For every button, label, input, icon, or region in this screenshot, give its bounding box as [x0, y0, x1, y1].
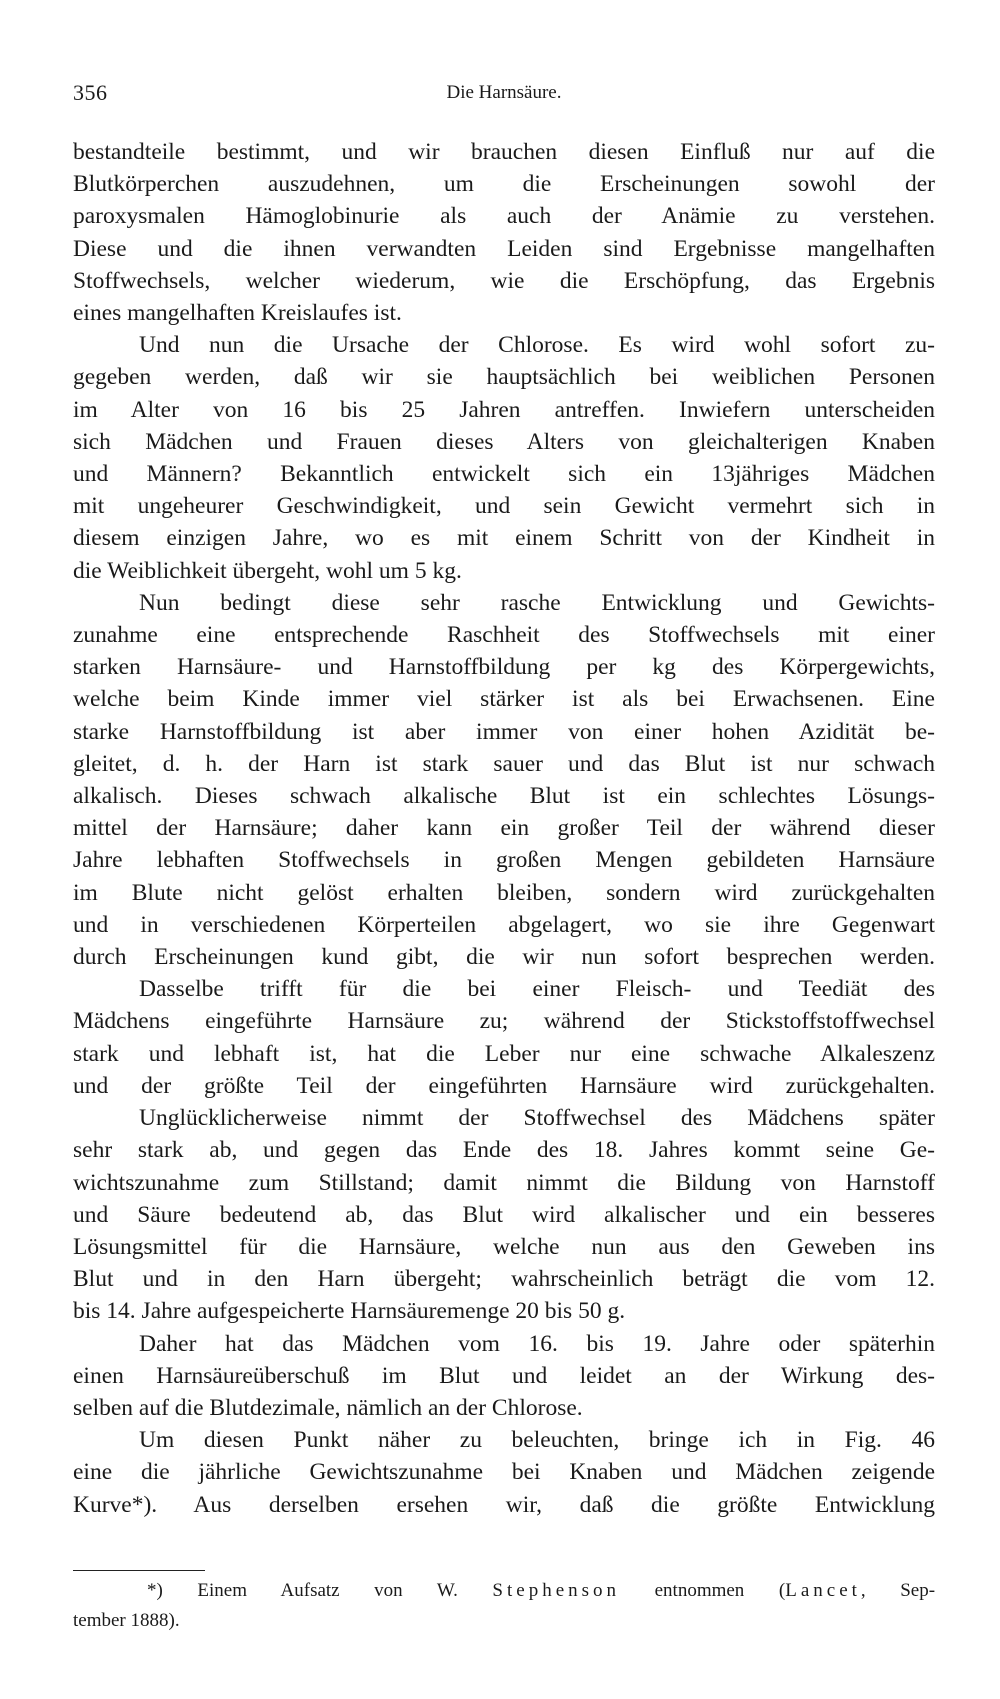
footnote-line [73, 1576, 935, 1606]
text-line: welche beim Kinde immer viel stärker ist als bei Erwachsenen. Eine [73, 686, 935, 713]
text-line: selben auf die Blutdezimale, nämlich an der Chlorose. [73, 1394, 583, 1421]
paragraph [73, 1328, 935, 1425]
text-line: starken Harnsäure- und Harnstoffbildung per kg des Körpergewichts, [73, 654, 935, 681]
text-line: mittel der Harnsäure; daher kann ein großer Teil der während dieser [73, 815, 935, 842]
text-line: die Weiblichkeit übergeht, wohl um 5 kg. [73, 557, 462, 584]
body-text [73, 136, 935, 1521]
text-line: Unglücklicherweise nimmt der Stoffwechsel des Mädchens später [139, 1105, 935, 1132]
paragraph [73, 329, 935, 587]
page-header [73, 80, 935, 110]
text-line: Nun bedingt diese sehr rasche Entwicklung und Gewichts- [139, 589, 935, 616]
footnote-prefix: Einem Aufsatz von W. [197, 1580, 458, 1601]
text-line: Dasselbe trifft für die bei einer Fleisch- und Teediät des [139, 976, 935, 1003]
text-line: und der größte Teil der eingeführten Harnsäure wird zurückgehalten. [73, 1072, 935, 1099]
text-line: Blutkörperchen auszudehnen, um die Erscheinungen sowohl der [73, 171, 935, 198]
text-line: wichtszunahme zum Stillstand; damit nimmt die Bildung von Harnstoff [73, 1169, 935, 1196]
text-line: stark und lebhaft ist, hat die Leber nur eine schwache Alkaleszenz [73, 1040, 935, 1067]
text-line: diesem einzigen Jahre, wo es mit einem Schritt von der Kindheit in [73, 525, 935, 552]
text-line: und Männern? Bekanntlich entwickelt sich ein 13jähriges Mädchen [73, 461, 935, 488]
text-line: bis 14. Jahre aufgespeicherte Harnsäuremenge 20 bis 50 g. [73, 1298, 626, 1325]
text-line: und Säure bedeutend ab, das Blut wird alkalischer und ein besseres [73, 1201, 935, 1228]
text-line: Um diesen Punkt näher zu beleuchten, bringe ich in Fig. 46 [139, 1427, 935, 1454]
footnote-middle: entnommen ( [654, 1580, 786, 1601]
paragraph [73, 1424, 935, 1521]
footnote-suffix: , Sep- [860, 1580, 936, 1601]
text-line: im Alter von 16 bis 25 Jahren antreffen. Inwiefern unterscheiden [73, 396, 935, 423]
paragraph [73, 136, 935, 329]
text-line: paroxysmalen Hämoglobinurie als auch der Anämie zu verstehen. [73, 203, 935, 230]
footnote-journal: Lancet [785, 1580, 861, 1601]
text-line: einen Harnsäureüberschuß im Blut und leidet an der Wirkung des- [73, 1362, 935, 1389]
page-number: 356 [73, 80, 108, 105]
text-line: bestandteile bestimmt, und wir brauchen diesen Einfluß nur auf die [73, 139, 935, 165]
text-line: eine die jährliche Gewichtszunahme bei Knaben und Mädchen zeigende [73, 1459, 935, 1486]
footnote-author: Stephenson [492, 1580, 621, 1601]
text-line: sich Mädchen und Frauen dieses Alters von gleichalterigen Knaben [73, 428, 935, 455]
text-line: Lösungsmittel für die Harnsäure, welche nun aus den Geweben ins [73, 1233, 935, 1260]
text-line: starke Harnstoffbildung ist aber immer von einer hohen Azidität be- [73, 718, 935, 745]
text-line: durch Erscheinungen kund gibt, die wir nun sofort besprechen werden. [73, 944, 935, 971]
text-line: gleitet, d. h. der Harn ist stark sauer und das Blut ist nur schwach [73, 750, 935, 777]
footnote-divider [73, 1570, 205, 1571]
text-line: Kurve*). Aus derselben ersehen wir, daß die größte Entwicklung [73, 1491, 935, 1518]
paragraph [73, 587, 935, 973]
footnote [73, 1576, 935, 1636]
paragraph [73, 1102, 935, 1327]
text-line: gegeben werden, daß wir sie hauptsächlich bei weiblichen Personen [73, 364, 935, 391]
text-line: mit ungeheurer Geschwindigkeit, und sein Gewicht vermehrt sich in [73, 493, 935, 520]
text-line: Mädchens eingeführte Harnsäure zu; während der Stickstoffstoffwechsel [73, 1008, 935, 1035]
footnote-line: tember 1888). [73, 1610, 180, 1631]
text-line: sehr stark ab, und gegen das Ende des 18. Jahres kommt seine Ge- [73, 1137, 935, 1164]
text-line: alkalisch. Dieses schwach alkalische Blut ist ein schlechtes Lösungs- [73, 783, 935, 810]
text-line: Jahre lebhaften Stoffwechsels in großen Mengen gebildeten Harnsäure [73, 847, 935, 874]
text-line: zunahme eine entsprechende Raschheit des Stoffwechsels mit einer [73, 622, 935, 649]
text-line: Stoffwechsels, welcher wiederum, wie die Erschöpfung, das Ergebnis [73, 267, 935, 294]
paragraph [73, 973, 935, 1102]
text-line: Daher hat das Mädchen vom 16. bis 19. Jahre oder späterhin [139, 1330, 935, 1357]
text-line: eines mangelhaften Kreislaufes ist. [73, 300, 402, 327]
footnote-marker: *) [147, 1580, 163, 1601]
text-line: Diese und die ihnen verwandten Leiden sind Ergebnisse mangelhaften [73, 235, 935, 262]
running-title: Die Harnsäure. [446, 82, 562, 103]
text-line: und in verschiedenen Körperteilen abgelagert, wo sie ihre Gegenwart [73, 911, 935, 938]
text-line: Blut und in den Harn übergeht; wahrscheinlich beträgt die vom 12. [73, 1266, 935, 1293]
text-line: Und nun die Ursache der Chlorose. Es wird wohl sofort zu- [139, 332, 935, 359]
text-line: im Blute nicht gelöst erhalten bleiben, sondern wird zurückgehalten [73, 879, 935, 906]
